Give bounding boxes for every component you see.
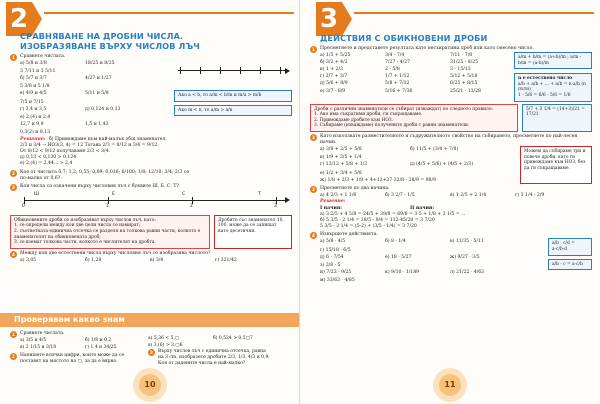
exercise-number: 1 [310, 46, 317, 53]
exercise-number: 3 [310, 186, 317, 193]
small-number-line [174, 62, 292, 80]
point-label: Ш [34, 191, 39, 197]
exercise-number: 4 [10, 251, 17, 258]
ex1-row: 12,7 и 9,9 1,5 и 1,43 0,3(2) и 0,13 [20, 121, 109, 135]
page-number: 10 [139, 374, 161, 396]
review-exercise-2: 2 Напишете всички цифри, които може да се поставят на мястото на ▢, за да е вярно. [10, 353, 140, 365]
exercise-4: 4 Между кои две естествени числа върху числовия лъч се изобразява числото? а) 3,05 б) 1,28 в) 3/4 г) 321/42 [10, 251, 292, 264]
exercise-number: 3 [10, 184, 17, 191]
multiplication-box-2: a/b · c = a·c/b [548, 259, 592, 271]
page-number: 11 [439, 374, 461, 396]
formula-box: a/m + b/m = (a+b)/m ; a/m - b/m = (a-b)/m [514, 52, 592, 69]
exercise-number: 1 [10, 54, 17, 61]
tick-label: 1 [106, 203, 109, 209]
solution: Решение: б) Привеждаме към най-малък общ знаменател. [20, 137, 167, 143]
heading-line-1: СРАВНЯВАНЕ НА ДРОБНИ ЧИСЛА. [20, 31, 184, 41]
left-content [10, 54, 292, 266]
info-box-number-line: Обикновените дроби се изобразяват върху числов лъч, като: 1. се определи между кои две цели числа се намират; 2. съответната единична отсечка се разделя на толкова равни части, колкото е знаменателят на обикновената дроб; 3. се вземат толкова части, колкото е числителят на дробта. [10, 215, 210, 249]
point-label: С [182, 191, 186, 197]
tick-label: 3 [274, 203, 277, 209]
right-content [310, 46, 592, 286]
ex1-row: б) 5/7 и 3/7 4/27 и 1/27 5 3/8 и 5 1/8 [20, 76, 112, 90]
exercise-1: 1 Сравнете числата. а) 5/8 и 3/8 18/25 и 8/25 3 7/11 и 3 5/11 б) 5/7 и 3/7 4/27 и 1/27 5 3/8 и 5 1/8 в) 4/9 и 4/5 5/11 и 5/8 7/5 и 7/15 г) 3,4 и 3,5 д) 0,124 и 0,13 е) 2,(4) и 2,4 12,7 и 9,9 1,5 и 1,43 0,3(2) и 0,13 Ако a < b, то a/m < b/m и m/a > m/b Ако m < n, то a/m > a/n Решение: б) Привеждаме към най-малък общ знаменател. 2/3 и 3/4 → НОЗ(3, 4) = 12 Тогава 2/3 = 8/12 и 3/4 = 9/12. От 8/12 < 9/12 получаваме 2/3 < 3/4. д) 0,13 < 0,130 > 0,124 е) 2,(4) = 2,44... > 2,4 [10, 54, 292, 168]
exercise-4: 4 Извършете действията. а) 5/8 · 4/5 б) 8 · 1/4 в) 11/35 · 5/11 г) 15/18 · 6/5 д) 6 · 7/54 е) 18 · 5/27 ж) 9/27 · 3/5 з) 3/8 · 5 и) 7/23 · 9/25 к) 9/10 · 1/189 л) 21/22 · 4/63 м) 33/63 · 4/85 a/b · c/d = a·c/b·d a/b · c = a·c/b [310, 232, 592, 284]
example-box: 5/7 + 3 1/4 = (14+3)/21 = 17/21 [522, 104, 592, 132]
exercise-1: 1 Пресметнете и представете резултата като несъкратима дроб или като смесено число. а) 1/5 + 5/25 3/4 - 7/4 7/11 - 7/8 б) 3/2 + 4/2 7/27 - 4/27 31/25 - 8/25 в) 1 + 2/3 2 - 5/8 3 - 15/13 г) 2/7 + 3/7 1/7 + 1/12 5/12 + 5/18 д) 5/6 + 8/9 5/8 + 7/12 6/25 + 8/15 е) 3/7 - 8/9 5/16 + 7/36 25/21 - 13/28 a/m + b/m = (a+b)/m ; a/m - b/m = (a-b)/m n е естествено число a/b + a/b + ... + a/b = n·a/b (n пъти) 1 - 5/6 = 6/6 - 5/6 = 1/6 [310, 46, 592, 102]
arrow-right-icon [285, 68, 290, 74]
ex1-row: г) 3,4 и 3,5 д) 0,124 и 0,13 е) 2,(4) и 2,4 [20, 106, 121, 120]
ex1-row: а) 5/8 и 3/8 18/25 и 8/25 3 7/11 и 3 5/11 [20, 61, 115, 75]
rule-box-a-lt-b: Ако a < b, то a/m < b/m и m/a > m/b [174, 90, 292, 102]
header-decorative-line [44, 12, 294, 14]
review-content: 1 Сравнете числата. а) 3/5 и 4/5 б) 1/8 и 0,2 в) 2 1/15 и 3/18 г) 1,4 и 34/25 2 Напишете всички цифри, които може да се поставят на мястото на ▢, за да е вярно. а) 5,36 < 5,▢ б) 0,524 > 0,5▢7 в) 3,(6) > 3,▢6 3 Върху числов лъч с единична отсечка, равна на 3 cm, изобразете дробите 2/3, 1/3, 4/3 и 0,9. Коя от дадените числа е най-малко? [10, 331, 292, 369]
heading-line-2: ИЗОБРАЗЯВАНЕ ВЪРХУ ЧИСЛОВ ЛЪЧ [20, 41, 200, 51]
exercise-3: 3 Пресметнете по два начина. а) 4 2/3 + 1 1/6 б) 3 2/7 - 1/5 в) 1 2/5 + 2 1/4 г) 3 1/4 - 2/9 Решение: I начин: II начин: а) 3 2/5 + 4 5/8 = 24/5 + 39/8 = 69/8 = 3·5 + 1/8 + 3 1/5 = ... б) 5 3/5 - 2 1/4 = 28/5 - 9/4 = 112-45/20 = 3 7/20 5 3/5 - 2 1/4 = (5-2) + (3/5 - 1/4) = 3 7/20 [310, 186, 592, 231]
exercise-number: 2 [10, 170, 17, 177]
exercise-number: 2 [10, 353, 17, 360]
multiplication-box-1: a/b · c/d = a·c/b·d [548, 238, 592, 255]
review-exercise-3: 3 Върху числов лъч с единична отсечка, равна на 3 cm, изобразете дробите 2/3, 1/3, 4/3 и 0,9. Коя от дадените числа е най-малко? [148, 349, 292, 367]
ex1-row: в) 4/9 и 4/5 5/11 и 5/8 7/5 и 7/15 [20, 91, 109, 105]
point-label: Т [258, 191, 261, 197]
header-decorative-line [354, 12, 594, 14]
tip-box-many-fractions: Можем да събираме три и повече дроби, като ги привеждаме към НОЗ, без да ги съкращаваме. [520, 146, 592, 183]
exercise-2: 2 Като използвате разместителното и съдружителното свойство на събирането, пресметнете по най-лесен начин. а) 3/8 + 2/5 + 5/8 б) 11/5 + (3/4 + 7/8) в) 1/9 + 3/5 + 1/4 г) 13/12 + 5/8 + 1/3 д) (4/5 + 5/6) + (4/5 + 2/3) е) 1/2 + 3/4 + 5/8 ж) 1/8 + 2/3 + 1/9 + 4+13+27·32/8 - 28/9 = 98/9 Можем да събираме три и повече дроби, като ги привеждаме към НОЗ, без да ги съкращаваме. [310, 134, 592, 184]
natural-number-box: n е естествено число a/b + a/b + ... + a/b = n·a/b (n пъти) 1 - 5/6 = 6/6 - 5/6 = 1/6 [514, 73, 592, 101]
tip-box-decimals: Дробите със знаменател 10, 100, може да се запишат като десетични. [214, 215, 292, 249]
exercise-number: 4 [310, 232, 317, 239]
exercise-number: 1 [10, 331, 17, 338]
section-heading: ДЕЙСТВИЯ С ОБИКНОВЕНИ ДРОБИ [320, 33, 488, 43]
exercise-prompt: Сравнете числата. [20, 54, 66, 59]
rule-box-m-lt-n: Ако m < n, то a/m > a/n [174, 105, 292, 117]
number-line [20, 192, 292, 212]
rule-box-different-denominators: Дроби с различни знаменатели се събират (изваждат) по следното правило: 1. Ако има съкратими дроби, ги съкращаваме. 2. Привеждаме дробите към НОЗ. 3. Събираме (изваждаме) получените дроби с равни знаменатели. [310, 104, 518, 132]
review-title: Проверявам какво знам [14, 315, 125, 324]
point-label: Е [112, 191, 115, 197]
tick-label: 0 [22, 203, 25, 209]
right-page [300, 0, 600, 404]
arrow-right-icon [285, 197, 290, 203]
exercise-3: 3 Кои числа са означени върху числовия лъч с буквите Ш, Е, С, Т? Ш Е С Т 0 1 2 3 [10, 184, 292, 213]
review-exercise-1: 1 Сравнете числата. а) 3/5 и 4/5 б) 1/8 и 0,2 в) 2 1/15 и 3/18 г) 1,4 и 34/25 [10, 331, 140, 351]
exercise-number: 2 [310, 134, 317, 141]
chapter-number-tab: 3 [316, 2, 342, 36]
exercise-number: 3 [148, 349, 155, 356]
chapter-number-tab: 2 [6, 2, 32, 36]
exercise-2: 2 Кое от числата 0,7; 1,2; 0,55; 0,09; 0,016; 6/100; 1/8; 12/10; 3/4; 2/3 се по-малко от 0,6? [10, 170, 292, 182]
section-heading [20, 31, 290, 51]
review-band [0, 313, 300, 327]
tick-label: 2 [190, 203, 193, 209]
